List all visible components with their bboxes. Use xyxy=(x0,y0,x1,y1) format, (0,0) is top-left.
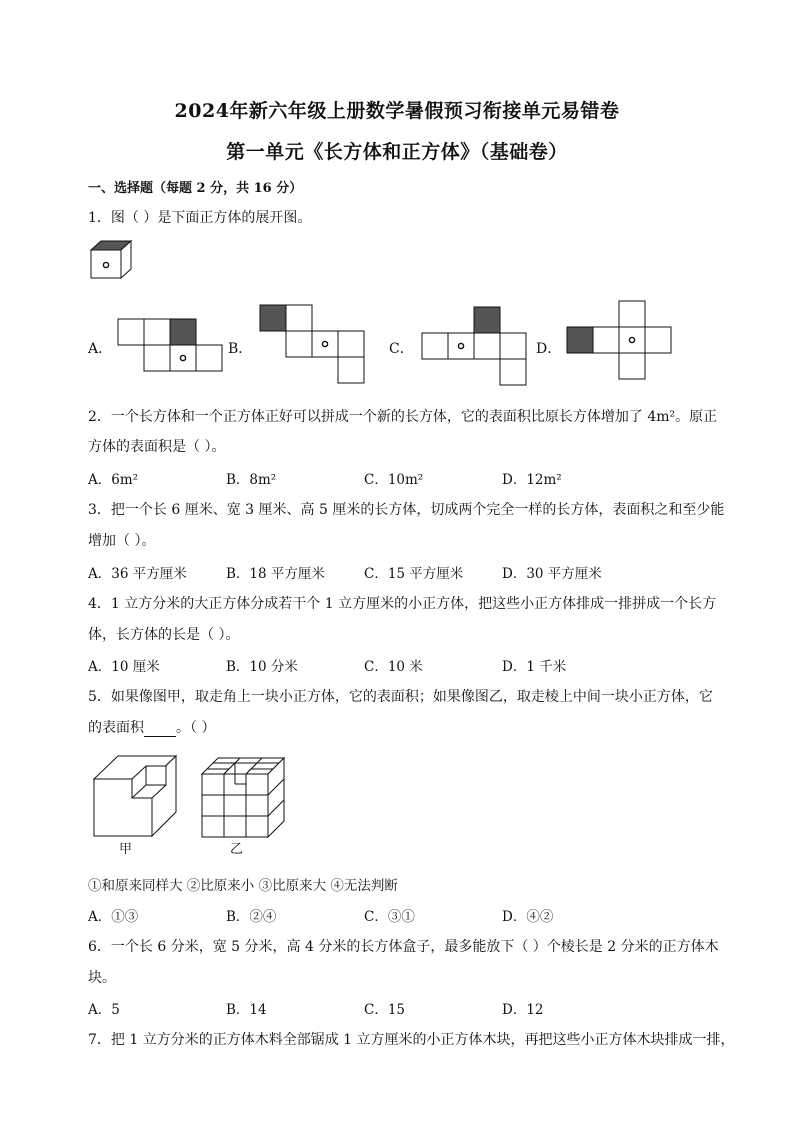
answer-blank[interactable] xyxy=(144,722,176,737)
net-option-d[interactable] xyxy=(566,300,676,382)
q5-option-b[interactable]: B．②④ xyxy=(226,909,277,925)
q6-option-d[interactable]: D．12 xyxy=(502,1002,544,1018)
q2-option-b[interactable]: B．8m² xyxy=(226,472,277,488)
question-6-line-1: 6．一个长 6 分米，宽 5 分米，高 4 分米的长方体盒子，最多能放下（ ）个棱长是 2 分米的正方体木 xyxy=(88,939,719,955)
q6-option-c[interactable]: C．15 xyxy=(364,1002,406,1018)
net-option-a[interactable] xyxy=(117,318,225,374)
option-a-label[interactable]: A． xyxy=(88,341,113,357)
q6-option-b[interactable]: B．14 xyxy=(226,1002,267,1018)
question-3-line-1: 3．把一个长 6 厘米、宽 3 厘米、高 5 厘米的长方体，切成两个完全一样的长方体，表面积之和至少能 xyxy=(88,502,725,518)
question-6-line-2: 块。 xyxy=(88,970,116,986)
q5-choices-line: ①和原来同样大 ②比原来小 ③比原来大 ④无法判断 xyxy=(88,878,398,894)
q3-option-d[interactable]: D．30 平方厘米 xyxy=(502,566,602,582)
cube-figure xyxy=(90,240,140,280)
q5-option-d[interactable]: D．④② xyxy=(502,909,554,925)
q2-option-c[interactable]: C．10m² xyxy=(364,472,424,488)
q4-option-d[interactable]: D．1 千米 xyxy=(502,659,567,675)
q5-option-a[interactable]: A．①③ xyxy=(88,909,139,925)
figure-yi-cube xyxy=(198,754,288,840)
q3-option-a[interactable]: A．36 平方厘米 xyxy=(88,566,187,582)
q4-option-b[interactable]: B．10 分米 xyxy=(226,659,298,675)
question-1-text: 1．图（ ）是下面正方体的展开图。 xyxy=(88,210,312,226)
q5-option-c[interactable]: C．③① xyxy=(364,909,415,925)
question-2-line-1: 2．一个长方体和一个正方体正好可以拼成一个新的长方体，它的表面积比原长方体增加了 4m²。原正 xyxy=(88,409,718,425)
figure-jia-label: 甲 xyxy=(119,842,133,857)
q3-option-c[interactable]: C．15 平方厘米 xyxy=(364,566,464,582)
q6-option-a[interactable]: A．5 xyxy=(88,1002,120,1018)
option-d-label[interactable]: D． xyxy=(536,341,562,357)
net-option-c[interactable] xyxy=(421,306,531,388)
question-5-line-2-text: 的表面积 xyxy=(88,720,144,736)
net-option-b[interactable] xyxy=(259,304,369,386)
option-c-label[interactable]: C． xyxy=(389,341,414,357)
question-4-line-2: 体，长方体的长是（ ）。 xyxy=(88,627,240,643)
question-2-line-2: 方体的表面积是（ ）。 xyxy=(88,439,226,455)
question-5-line-2-tail: 。（ ） xyxy=(176,720,216,736)
question-4-line-1: 4．1 立方分米的大正方体分成若干个 1 立方厘米的小正方体，把这些小正方体排成一排拼成一个长方 xyxy=(88,596,717,612)
q2-option-d[interactable]: D．12m² xyxy=(502,472,562,488)
question-3-line-2: 增加（ ）。 xyxy=(88,533,156,549)
q3-option-b[interactable]: B．18 平方厘米 xyxy=(226,566,325,582)
section-header: 一、选择题（每题 2 分，共 16 分） xyxy=(88,181,303,196)
page-subtitle: 第一单元《长方体和正方体》（基础卷） xyxy=(226,141,568,163)
figure-yi-label: 乙 xyxy=(230,842,244,857)
q4-option-c[interactable]: C．10 米 xyxy=(364,659,423,675)
q4-option-a[interactable]: A．10 厘米 xyxy=(88,659,160,675)
q2-option-a[interactable]: A．6m² xyxy=(88,472,139,488)
question-5-line-1: 5．如果像图甲，取走角上一块小正方体，它的表面积；如果像图乙，取走棱上中间一块小正方体，它 xyxy=(88,689,713,705)
page-title: 2024年新六年级上册数学暑假预习衔接单元易错卷 xyxy=(174,100,620,122)
option-b-label[interactable]: B． xyxy=(228,341,253,357)
question-7-line-1: 7．把 1 立方分米的正方体木料全部锯成 1 立方厘米的小正方体木块，再把这些小正方体木块排成一排， xyxy=(88,1032,735,1048)
question-5-line-2 xyxy=(88,717,215,737)
figure-jia-cube xyxy=(90,754,182,840)
